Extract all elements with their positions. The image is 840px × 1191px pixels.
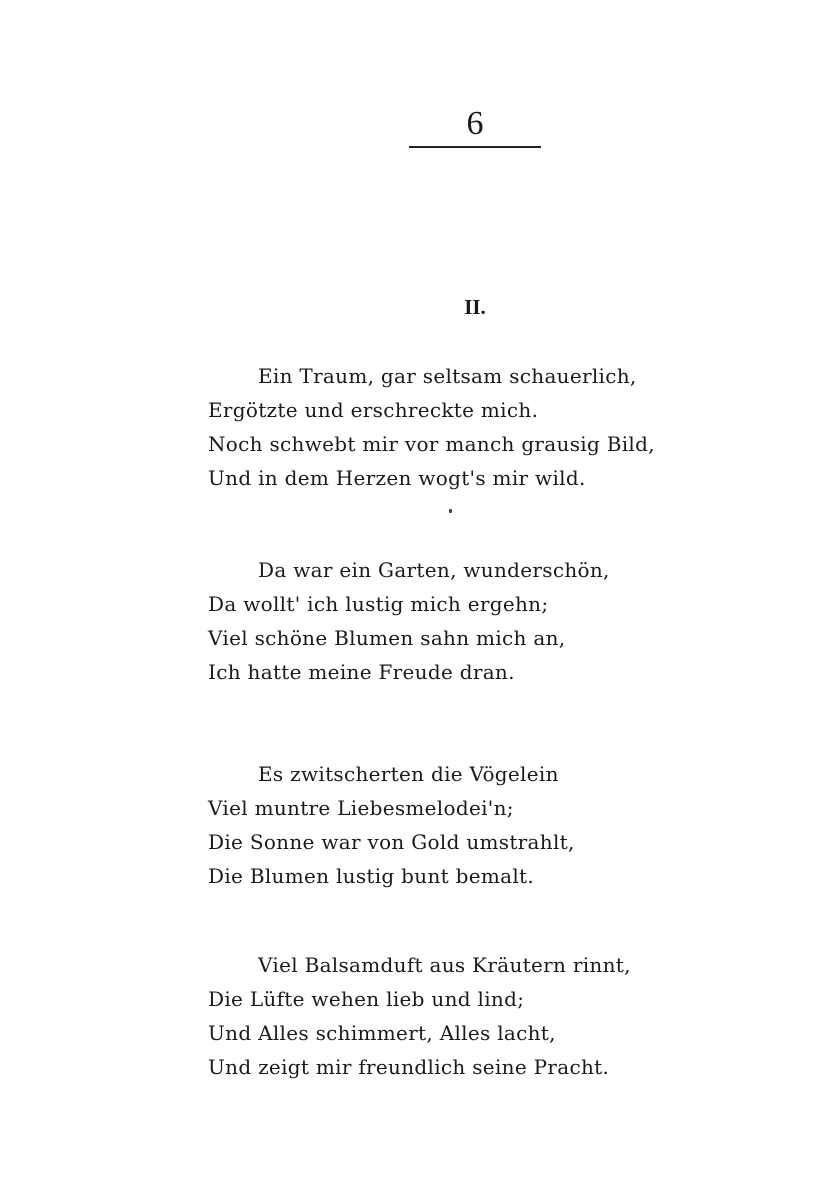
poem-line: Die Blumen lustig bunt bemalt. [208,864,535,888]
poem-line: Die Sonne war von Gold umstrahlt, [208,830,575,854]
page-number: 6 [466,105,484,142]
poem-line: Und in dem Herzen wogt's mir wild. [208,466,586,490]
stray-mark [449,509,452,513]
poem-line: Ich hatte meine Freude dran. [208,660,515,684]
poem-line: Noch schwebt mir vor manch grausig Bild, [208,432,655,456]
poem-line: Viel Balsamduft aus Kräutern rinnt, [258,953,631,977]
poem-line: Die Lüfte wehen lieb und lind; [208,987,525,1011]
page-number-rule [409,146,541,148]
poem-line: Viel muntre Liebesmelodei'n; [208,796,514,820]
poem-line: Und Alles schimmert, Alles lacht, [208,1021,556,1045]
poem-line: Ein Traum, gar seltsam schauerlich, [258,364,637,388]
poem-line: Ergötzte und erschreckte mich. [208,398,539,422]
poem-line: Da war ein Garten, wunderschön, [258,558,610,582]
poem-line: Es zwitscherten die Vögelein [258,762,559,786]
poem-line: Viel schöne Blumen sahn mich an, [208,626,566,650]
section-heading: II. [464,295,486,319]
poem-line: Da wollt' ich lustig mich ergehn; [208,592,549,616]
poem-line: Und zeigt mir freundlich seine Pracht. [208,1055,610,1079]
